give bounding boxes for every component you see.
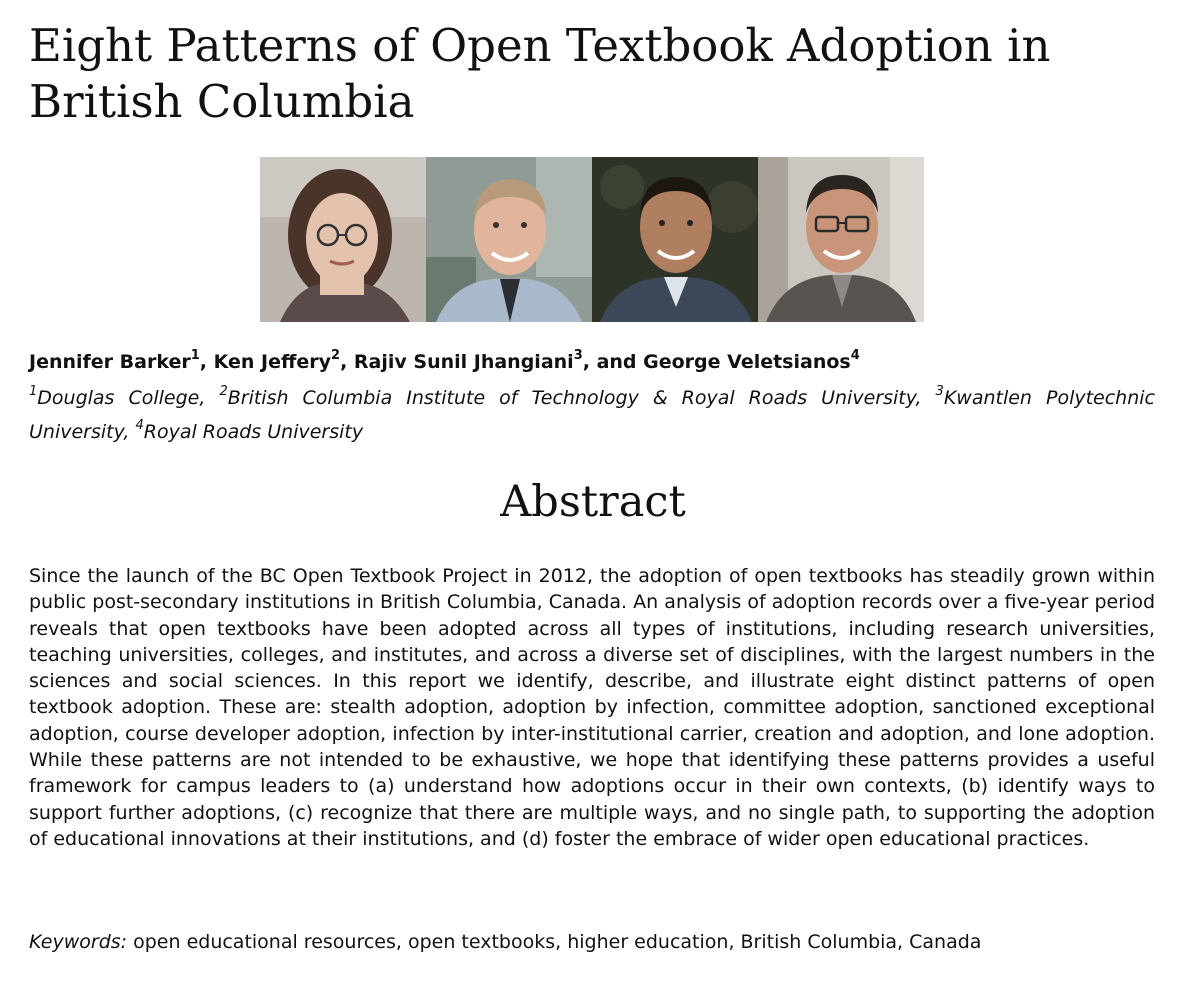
author-separator: , and bbox=[582, 351, 644, 373]
keywords-text: open educational resources, open textbooks, higher education, British Columbia, Canada bbox=[133, 931, 982, 953]
author-photo-4 bbox=[758, 157, 924, 322]
abstract-text: Since the launch of the BC Open Textbook Project in 2012, the adoption of open textbooks has steadily grown within public post-secondary institutions in British Columbia, Canada. An analysis of adoption records over a five-year period reveals that open textbooks have been adopted across all types of institutions, including research universities, teaching universities, colleges, and institutes, and across a diverse set of disciplines, with the largest numbers in the sciences and social sciences. In this report we identify, describe, and illustrate eight distinct patterns of open textbook adoption. These are: stealth adoption, adoption by infection, committee adoption, sanctioned exceptional adoption, course developer adoption, infection by inter-institutional carrier, creation and adoption, and lone adoption. While these patterns are not intended to be exhaustive, we hope that identifying these patterns provides a useful framework for campus leaders to (a) understand how adoptions occur in their own contexts, (b) identify ways to support further adoptions, (c) recognize that there are multiple ways, and no single path, to supporting the adoption of educational innovations at their institutions, and (d) foster the embrace of wider open educational practices. bbox=[29, 565, 1155, 850]
author-photo-2 bbox=[426, 157, 592, 322]
affiliation-name: Kwantlen Polytechnic University bbox=[29, 387, 1155, 443]
keywords-label: Keywords: bbox=[29, 931, 128, 953]
author-photo-1 bbox=[260, 157, 426, 322]
affiliation-marker: 4 bbox=[135, 417, 144, 433]
affiliation-separator: , bbox=[199, 387, 220, 409]
affiliation-separator: , bbox=[915, 387, 936, 409]
paper-title: Eight Patterns of Open Textbook Adoption in British Columbia bbox=[29, 19, 1051, 128]
author-photo-man-suit bbox=[592, 157, 758, 322]
affiliation-marker: 1 bbox=[29, 383, 38, 399]
author-photo-woman-glasses bbox=[260, 157, 426, 322]
author-photo-3 bbox=[592, 157, 758, 322]
author-list bbox=[29, 348, 1169, 376]
affiliation-name: British Columbia Institute of Technology & Royal Roads University bbox=[227, 387, 916, 409]
author-photo-man-glasses bbox=[758, 157, 924, 322]
author-affil-marker: 1 bbox=[190, 347, 200, 363]
author-name: Rajiv Sunil Jhangiani bbox=[353, 351, 574, 373]
affiliation-name: Douglas College bbox=[37, 387, 200, 409]
author-name: George Veletsianos bbox=[643, 351, 851, 373]
affiliation-list bbox=[29, 381, 1155, 449]
author-photos bbox=[260, 157, 924, 322]
author-affil-marker: 3 bbox=[573, 347, 583, 363]
keywords-line bbox=[29, 928, 1169, 956]
author-name: Ken Jeffery bbox=[213, 351, 332, 373]
affiliation-marker: 3 bbox=[935, 383, 944, 399]
author-affil-marker: 2 bbox=[331, 347, 341, 363]
author-separator: , bbox=[199, 351, 214, 373]
author-affil-marker: 4 bbox=[850, 347, 860, 363]
affiliation-marker: 2 bbox=[219, 383, 228, 399]
abstract-heading: Abstract bbox=[500, 477, 686, 527]
author-separator: , bbox=[340, 351, 354, 373]
affiliation-name: Royal Roads University bbox=[143, 421, 364, 443]
author-name: Jennifer Barker bbox=[29, 351, 191, 373]
affiliation-separator: , bbox=[123, 421, 136, 443]
author-photo-man-checked-shirt bbox=[426, 157, 592, 322]
